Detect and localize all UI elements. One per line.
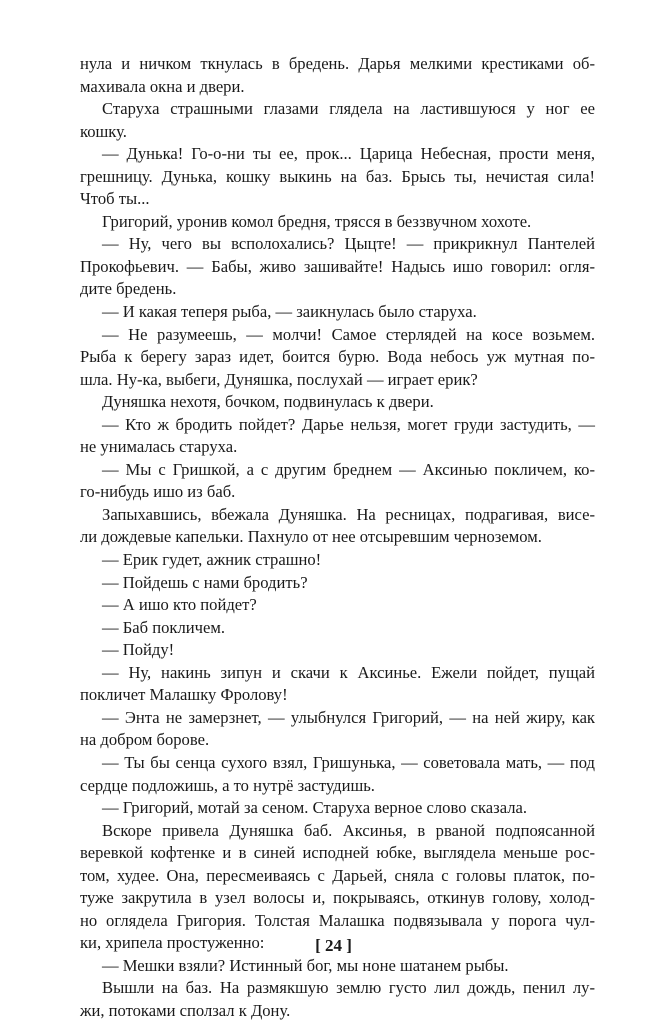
- text-line: на добром борове.: [80, 730, 210, 750]
- text-line: нула и ничком ткнулась в бредень. Дарья мелкими крестиками об-: [80, 54, 595, 73]
- text-line: — Кто ж бродить пойдет? Дарье нельзя, могет груди застудить, —: [102, 414, 595, 434]
- text-line: — Мешки взяли? Истинный бог, мы ноне шатанем рыбы.: [102, 955, 509, 975]
- text-line: Старуха страшными глазами глядела на ластившуюся у ног ее: [102, 99, 595, 119]
- text-line: махивала окна и двери.: [80, 76, 245, 96]
- text-line: грешницу. Дунька, кошку выкинь на баз. Брысь ты, нечистая сила!: [80, 166, 595, 186]
- text-line: но оглядела Григория. Толстая Малашка подвязывала у порога чул-: [80, 910, 595, 930]
- text-line: сердце подложишь, а то нутрё застудишь.: [80, 775, 375, 795]
- text-line: — Пойду!: [102, 640, 175, 660]
- text-line: Рыба к берегу зараз идет, боится бурю. Вода небось уж мутная по-: [80, 347, 595, 367]
- text-line: — Ты бы сенца сухого взял, Гришунька, — советовала мать, — под: [102, 752, 595, 772]
- body-text: [80, 53, 595, 1023]
- text-line: покличет Малашку Фролову!: [80, 685, 288, 705]
- text-line: — Ерик гудет, ажник страшно!: [102, 550, 322, 570]
- text-line: го-нибудь ишо из баб.: [80, 482, 236, 502]
- text-line: — Григорий, мотай за сеном. Старуха верное слово сказала.: [102, 798, 528, 818]
- text-line: — Мы с Гришкой, а с другим бреднем — Аксинью покличем, ко-: [102, 459, 595, 479]
- text-line: — Дунька! Го-о-ни ты ее, прок... Царица Небесная, прости меня,: [102, 144, 595, 164]
- text-line: — Ну, чего вы всполохались? Цыцте! — прикрикнул Пантелей: [102, 234, 595, 254]
- text-line: Чтоб ты...: [80, 189, 150, 209]
- text-line: — Энта не замерзнет, — улыбнулся Григорий, — на ней жиру, как: [102, 707, 595, 727]
- text-line: не унималась старуха.: [80, 437, 238, 457]
- text-line: — И какая теперя рыба, — заикнулась было старуха.: [102, 302, 477, 322]
- text-line: ли дождевые капельки. Пахнуло от нее отсыревшим черноземом.: [80, 527, 542, 547]
- text-line: шла. Ну-ка, выбеги, Дуняшка, послухай — играет ерик?: [80, 369, 478, 389]
- text-line: — Не разумеешь, — молчи! Самое стерлядей на косе возьмем.: [102, 324, 595, 344]
- text-line: веревкой кофтенке и в синей исподней юбке, выглядела меньше рос-: [80, 843, 595, 863]
- text-line: Прокофьевич. — Бабы, живо зашивайте! Надысь ишо говорил: огля-: [80, 256, 595, 276]
- page-number: [ 24 ]: [315, 936, 352, 955]
- text-line: — А ишо кто пойдет?: [102, 595, 257, 615]
- text-line: Запыхавшись, вбежала Дуняшка. На ресницах, подрагивая, висе-: [102, 504, 595, 524]
- text-line: том, худее. Она, пересмеиваясь с Дарьей, сняла с головы платок, по-: [80, 865, 595, 885]
- text-line: ки, хрипела простуженно:: [80, 933, 265, 953]
- text-line: Вскоре привела Дуняшка баб. Аксинья, в рваной подпоясанной: [102, 820, 595, 840]
- text-line: жи, потоками сползал к Дону.: [80, 1000, 291, 1020]
- text-line: — Ну, накинь зипун и скачи к Аксинье. Ежели пойдет, пущай: [102, 662, 595, 682]
- text-line: Вышли на баз. На размякшую землю густо лил дождь, пенил лу-: [102, 978, 595, 998]
- text-line: Дуняшка нехотя, бочком, подвинулась к двери.: [102, 392, 434, 412]
- text-line: дите бредень.: [80, 279, 177, 299]
- text-line: — Пойдешь с нами бродить?: [102, 572, 308, 592]
- text-line: туже закрутила в узел волосы и, покрываясь, откинув голову, холод-: [80, 888, 595, 908]
- text-line: — Баб покличем.: [102, 617, 225, 637]
- text-line: кошку.: [80, 121, 127, 141]
- text-line: Григорий, уронив комол бредня, тряcся в беззвучном хохоте.: [102, 211, 532, 231]
